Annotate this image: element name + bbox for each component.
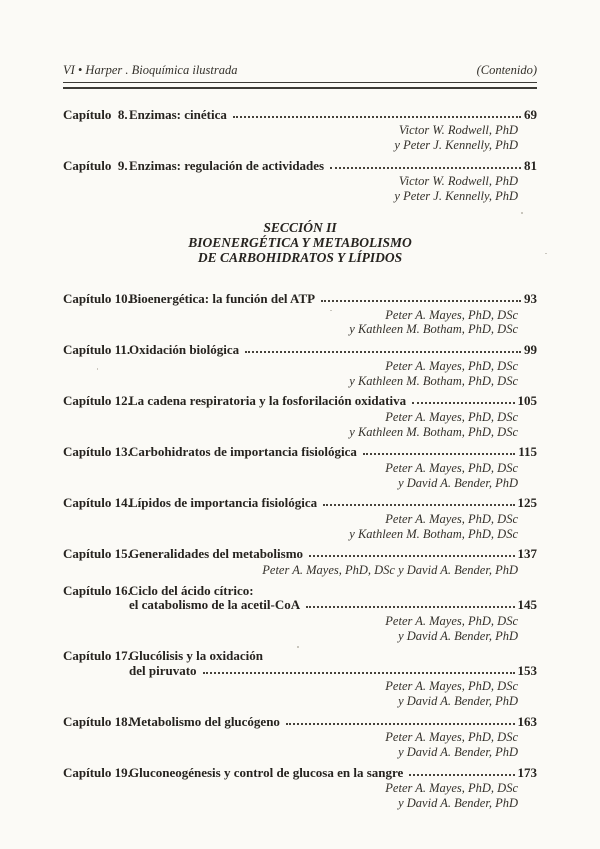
running-header-right: (Contenido)	[476, 63, 537, 77]
section-heading-line1: SECCIÓN II	[263, 219, 337, 235]
header-rule-thin	[63, 82, 537, 83]
chapter-label: Capítulo 8.	[63, 106, 128, 122]
author-line: y David A. Bender, PhD	[398, 796, 518, 811]
chapter-title-row2	[63, 598, 537, 613]
author-line: Peter A. Mayes, PhD, DSc	[385, 460, 518, 475]
chapter-title-row	[63, 445, 537, 460]
toc-entry	[63, 159, 537, 204]
chapter-label: Capítulo 13.	[63, 444, 131, 460]
author-line: Peter A. Mayes, PhD, DSc	[385, 409, 518, 424]
page-number: 137	[517, 546, 537, 562]
author-line: Peter A. Mayes, PhD, DSc	[385, 358, 518, 373]
chapter-title: Oxidación biológica	[129, 342, 240, 358]
author-line: y David A. Bender, PhD	[398, 628, 518, 643]
page-number: 115	[518, 444, 537, 460]
chapter-title-line2: del piruvato	[129, 662, 197, 678]
chapter-authors	[63, 564, 537, 578]
author-line: y David A. Bender, PhD	[398, 745, 518, 760]
author-line: Peter A. Mayes, PhD, DSc	[385, 730, 518, 745]
scan-speck	[521, 212, 523, 214]
chapter-title-row	[63, 547, 537, 562]
chapter-authors	[63, 782, 537, 811]
chapter-label: Capítulo 14.	[63, 495, 131, 511]
author-line: Peter A. Mayes, PhD, DSc y David A. Bender, PhD	[262, 562, 518, 577]
chapter-title: Ciclo del ácido cítrico:	[129, 582, 254, 598]
chapter-title: Bioenergética: la función del ATP	[129, 291, 316, 307]
chapter-label: Capítulo 15.	[63, 546, 131, 562]
author-line: y Kathleen M. Botham, PhD, DSc	[349, 424, 518, 439]
toc-entry	[63, 649, 537, 709]
chapter-label: Capítulo 18.	[63, 713, 131, 729]
chapter-authors	[63, 462, 537, 491]
page-number: 99	[524, 342, 537, 358]
page-number-2: 145	[517, 597, 537, 613]
page-number: 173	[517, 764, 537, 780]
chapter-title-row	[63, 343, 537, 358]
toc-group-1	[63, 108, 537, 204]
page-number: 93	[524, 291, 537, 307]
chapter-label: Capítulo 9.	[63, 157, 128, 173]
chapter-authors	[63, 615, 537, 644]
chapter-label: Capítulo 19.	[63, 764, 131, 780]
toc-entry	[63, 584, 537, 644]
chapter-authors	[63, 360, 537, 389]
chapter-label: Capítulo 10.	[63, 291, 131, 307]
page-number: 81	[524, 157, 537, 173]
chapter-title-row	[63, 584, 537, 599]
chapter-label: Capítulo 17.	[63, 648, 131, 664]
chapter-label: Capítulo 16.	[63, 582, 131, 598]
author-line: Peter A. Mayes, PhD, DSc	[385, 613, 518, 628]
author-line: Victor W. Rodwell, PhD	[398, 174, 518, 189]
chapter-authors	[63, 513, 537, 542]
chapter-title: Metabolismo del glucógeno	[129, 713, 280, 729]
chapter-label: Capítulo 12.	[63, 393, 131, 409]
toc-entry	[63, 343, 537, 388]
toc-entry	[63, 394, 537, 439]
chapter-authors	[63, 309, 537, 338]
author-line: y Kathleen M. Botham, PhD, DSc	[349, 373, 518, 388]
chapter-title-row	[63, 394, 537, 409]
chapter-authors	[63, 124, 537, 153]
scan-speck	[297, 646, 299, 648]
section-heading-line2: BIOENERGÉTICA Y METABOLISMO	[188, 234, 412, 250]
chapter-title: La cadena respiratoria y la fosforilación oxidativa	[129, 393, 407, 409]
toc-entry	[63, 445, 537, 490]
toc-entry	[63, 547, 537, 577]
page-number-2: 153	[517, 662, 537, 678]
chapter-title: Carbohidratos de importancia fisiológica	[129, 444, 357, 460]
chapter-authors	[63, 680, 537, 709]
chapter-title: Generalidades del metabolismo	[129, 546, 304, 562]
author-line: y Kathleen M. Botham, PhD, DSc	[349, 526, 518, 541]
section-heading	[63, 220, 537, 265]
page-number: 105	[517, 393, 537, 409]
toc-entry	[63, 108, 537, 153]
page-number: 125	[517, 495, 537, 511]
chapter-title-row	[63, 766, 537, 781]
chapter-title: Lípidos de importancia fisiológica	[129, 495, 318, 511]
chapter-title: Gluconeogénesis y control de glucosa en la sangre	[129, 764, 404, 780]
header-rule-thick	[63, 87, 537, 89]
chapter-title-row	[63, 292, 537, 307]
chapter-title-line2: el catabolismo de la acetil-CoA	[129, 597, 301, 613]
toc-group-2	[63, 292, 537, 811]
toc-entry	[63, 715, 537, 760]
author-line: Victor W. Rodwell, PhD	[398, 123, 518, 138]
chapter-label: Capítulo 11.	[63, 342, 131, 358]
author-line: y Peter J. Kennelly, PhD	[394, 189, 518, 204]
page-number: 69	[524, 106, 537, 122]
page-number: 163	[517, 713, 537, 729]
chapter-authors	[63, 175, 537, 204]
author-line: Peter A. Mayes, PhD, DSc	[385, 781, 518, 796]
author-line: Peter A. Mayes, PhD, DSc	[385, 307, 518, 322]
chapter-title: Enzimas: regulación de actividades	[129, 157, 325, 173]
scan-speck	[97, 368, 98, 370]
toc-entry	[63, 766, 537, 811]
chapter-title-row	[63, 159, 537, 174]
chapter-title-row	[63, 496, 537, 511]
running-header	[63, 64, 537, 78]
author-line: y Peter J. Kennelly, PhD	[394, 138, 518, 153]
scan-speck	[330, 310, 332, 311]
chapter-title: Glucólisis y la oxidación	[129, 648, 263, 664]
author-line: y David A. Bender, PhD	[398, 475, 518, 490]
author-line: Peter A. Mayes, PhD, DSc	[385, 679, 518, 694]
author-line: y Kathleen M. Botham, PhD, DSc	[349, 322, 518, 337]
scan-speck	[545, 253, 547, 254]
chapter-title-row	[63, 715, 537, 730]
chapter-title-row	[63, 108, 537, 123]
chapter-authors	[63, 411, 537, 440]
chapter-title-row	[63, 649, 537, 664]
author-line: Peter A. Mayes, PhD, DSc	[385, 511, 518, 526]
toc-entry	[63, 496, 537, 541]
chapter-authors	[63, 731, 537, 760]
chapter-title-row2	[63, 664, 537, 679]
toc-entry	[63, 292, 537, 337]
chapter-title: Enzimas: cinética	[129, 106, 227, 122]
section-heading-line3: DE CARBOHIDRATOS Y LÍPIDOS	[197, 250, 403, 266]
author-line: y David A. Bender, PhD	[398, 694, 518, 709]
running-header-left: VI • Harper . Bioquímica ilustrada	[63, 63, 238, 77]
